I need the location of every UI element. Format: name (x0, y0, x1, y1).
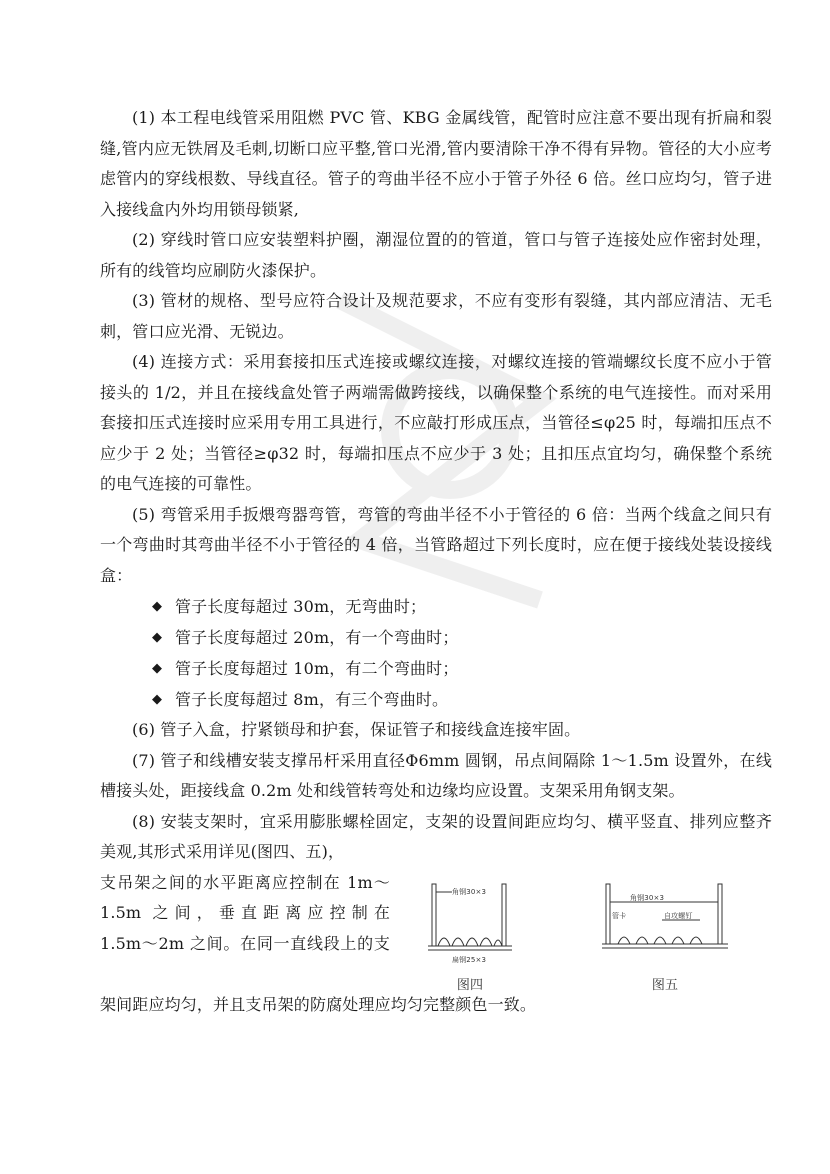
bracket-diagram-4 (422, 880, 518, 976)
figure-5 (600, 880, 730, 992)
paragraph-5: (5) 弯管采用手扳煨弯器弯管，弯管的弯曲半径不小于管径的 6 倍：当两个线盒之间只有一个弯曲时其弯曲半径不小于管径的 4 倍，当管路超过下列长度时，应在便于接线处装设接线盒： (100, 504, 772, 585)
fig4-bottom-label: 扁钢25×3 (452, 955, 487, 964)
paragraph-2: (2) 穿线时管口应安装塑料护圈，潮湿位置的的管道，管口与管子连接处应作密封处理，所有的线管均应刷防火漆保护。 (100, 230, 772, 280)
figure-section (100, 868, 772, 993)
bracket-diagram-5 (600, 880, 730, 976)
closing-line: 架间距应均匀，并且支吊架的防腐处理应均匀完整颜色一致。 (100, 994, 537, 1014)
figure-4 (422, 880, 518, 992)
list-item: ◆ 管子长度每超过 8m，有三个弯曲时。 (152, 690, 449, 709)
fig5-side-label: 管卡 (612, 911, 627, 920)
figure-5-caption: 图五 (651, 977, 679, 993)
paragraph-6: (6) 管子入盒，拧紧锁母和护套，保证管子和接线盒连接牢固。 (132, 720, 581, 739)
figure-side-text: 支吊架之间的水平距离应控制在 1m～ 1.5m 之间，垂直距离应控制在 1.5m～2m 之间。在同一直线段上的支 (100, 872, 390, 953)
length-rule-list (100, 591, 772, 715)
fig4-top-label: 角钢30×3 (452, 887, 487, 896)
document-body (100, 103, 772, 1020)
fig5-top-label: 角钢30×3 (630, 893, 665, 902)
diamond-bullet-icon: ◆ (152, 599, 163, 614)
paragraph-3: (3) 管材的规格、型号应符合设计及规范要求，不应有变形有裂缝，其内部应清洁、无毛刺，管口应光滑、无锐边。 (100, 291, 772, 341)
paragraph-7: (7) 管子和线槽安装支撑吊杆采用直径Φ6mm 圆钢，吊点间隔除 1～1.5m 设置外，在线槽接头处，距接线盒 0.2m 处和线管转弯处和边缘均应设置。支架采用角钢支架。 (100, 750, 772, 800)
list-item: ◆ 管子长度每超过 20m，有一个弯曲时； (152, 628, 459, 647)
paragraph-8: (8) 安装支架时，宜采用膨胀螺栓固定，支架的设置间距应均匀、横平竖直、排列应整齐美观,其形式采用详见(图四、五)， (100, 811, 772, 861)
list-item: ◆ 管子长度每超过 30m，无弯曲时； (152, 597, 427, 616)
figure-4-caption: 图四 (456, 977, 484, 993)
diamond-bullet-icon: ◆ (152, 661, 163, 676)
paragraph-4: (4) 连接方式：采用套接扣压式连接或螺纹连接，对螺纹连接的管端螺纹长度不应小于管接头的 1/2，并且在接线盒处管子两端需做跨接线，以确保整个系统的电气连接性。而对采用套接扣压式连接时应采用专用工具进行，不应敲打形成压点，当管径≤φ25 时，每端扣压点不应少于 2 处；当管径≥φ32 时，每端扣压点不应少于 3 处；且扣压点宜均匀，确保整个系统的电气连接的可靠性。 (100, 352, 772, 493)
diamond-bullet-icon: ◆ (152, 630, 163, 645)
list-item: ◆ 管子长度每超过 10m，有二个弯曲时； (152, 659, 459, 678)
fig5-mid-label: 自攻螺钉 (664, 911, 693, 920)
paragraph-1: (1) 本工程电线管采用阻燃 PVC 管、KBG 金属线管，配管时应注意不要出现有折扁和裂缝,管内应无铁屑及毛刺,切断口应平整,管口光滑,管内要清除干净不得有异物。管径的大小应考虑管内的穿线根数、导线直径。管子的弯曲半径不应小于管子外径 6 倍。丝口应均匀，管子进入接线盒内外均用锁母锁紧, (100, 108, 772, 219)
diamond-bullet-icon: ◆ (152, 692, 163, 707)
